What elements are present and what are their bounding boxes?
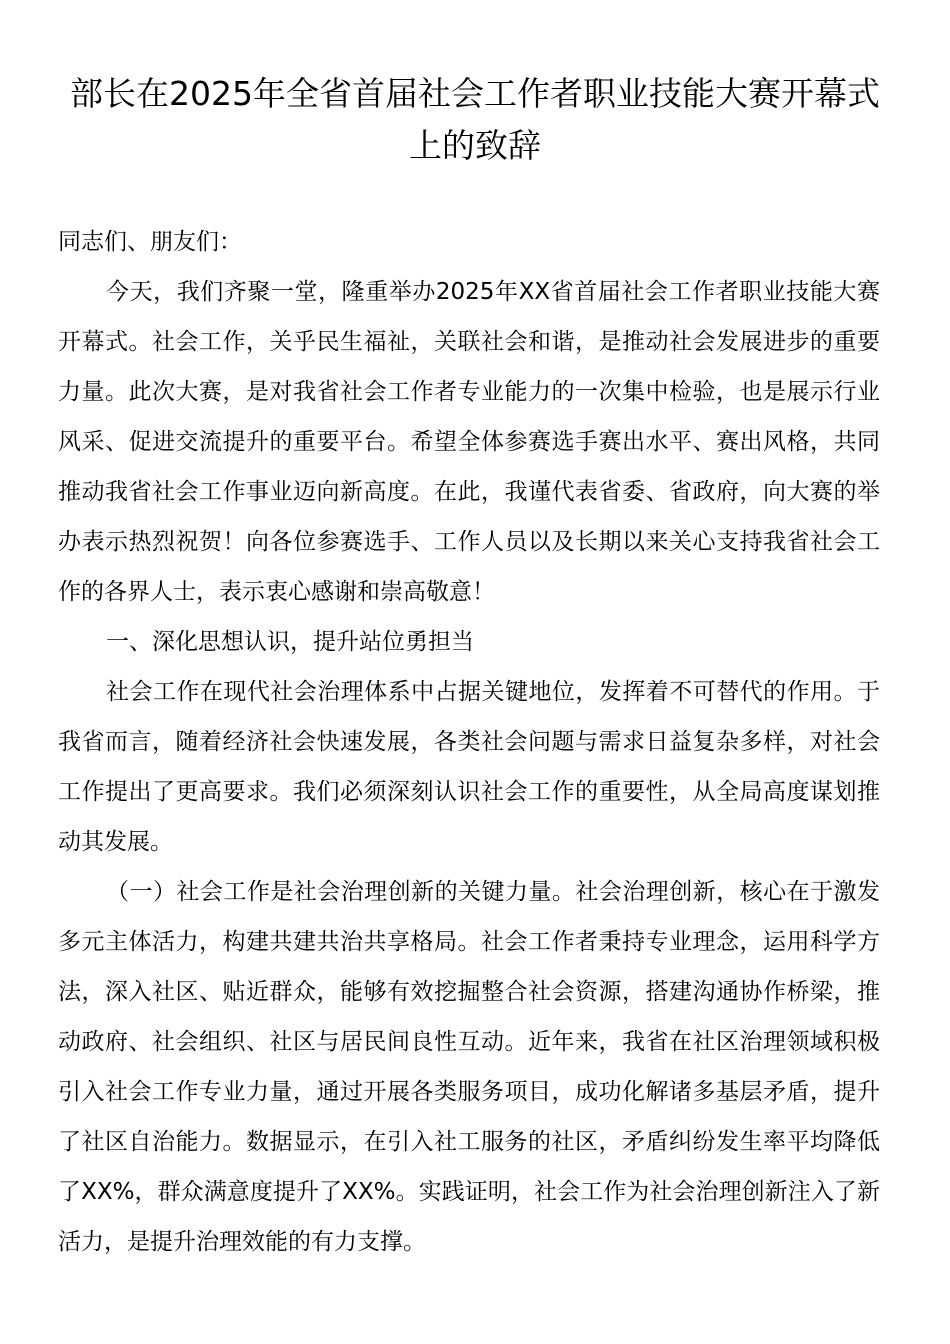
document-body <box>58 217 880 1267</box>
paragraph-subsection-one: （一）社会工作是社会治理创新的关键力量。社会治理创新，核心在于激发多元主体活力，构建共建共治共享格局。社会工作者秉持专业理念，运用科学方法，深入社区、贴近群众，能够有效挖掘整合社会资源，搭建沟通协作桥梁，推动政府、社会组织、社区与居民间良性互动。近年来，我省在社区治理领域积极引入社会工作专业力量，通过开展各类服务项目，成功化解诸多基层矛盾，提升了社区自治能力。数据显示，在引入社工服务的社区，矛盾纠纷发生率平均降低了XX%，群众满意度提升了XX%。实践证明，社会工作为社会治理创新注入了新活力，是提升治理效能的有力支撑。 <box>58 879 880 1255</box>
paragraph-section-intro: 社会工作在现代社会治理体系中占据关键地位，发挥着不可替代的作用。于我省而言，随着经济社会快速发展，各类社会问题与需求日益复杂多样，对社会工作提出了更高要求。我们必须深刻认识社会工作的重要性，从全局高度谋划推动其发展。 <box>58 679 880 855</box>
section-heading: 一、深化思想认识，提升站位勇担当 <box>106 629 474 655</box>
document-title: 部长在2025年全省首届社会工作者职业技能大赛开幕式上的致辞 <box>70 74 880 165</box>
paragraph-opening: 今天，我们齐聚一堂，隆重举办2025年XX省首届社会工作者职业技能大赛开幕式。社会工作，关乎民生福祉，关联社会和谐，是推动社会发展进步的重要力量。此次大赛，是对我省社会工作者专业能力的一次集中检验，也是展示行业风采、促进交流提升的重要平台。希望全体参赛选手赛出水平、赛出风格，共同推动我省社会工作事业迈向新高度。在此，我谨代表省委、省政府，向大赛的举办表示热烈祝贺！向各位参赛选手、工作人员以及长期以来关心支持我省社会工作的各界人士，表示衷心感谢和崇高敬意！ <box>58 279 880 605</box>
salutation: 同志们、朋友们： <box>58 229 242 255</box>
